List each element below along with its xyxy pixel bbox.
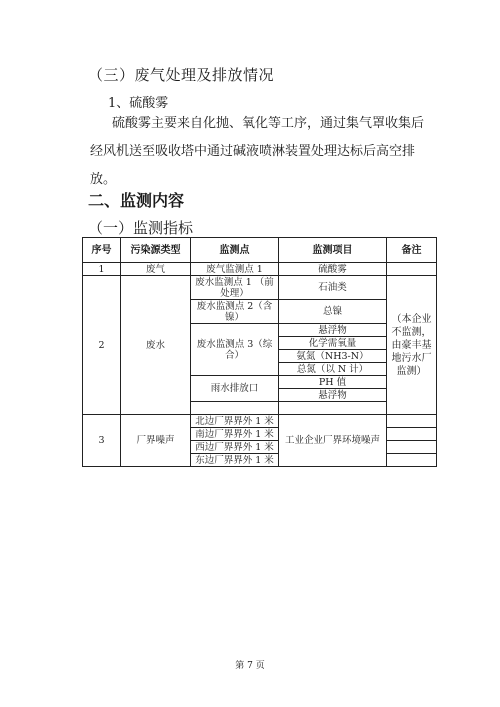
row2-point1: 废水监测点 1 （前处理） [191, 276, 279, 300]
row2-item-tn: 总氮（以 N 计） [279, 363, 387, 376]
row1-remark [387, 263, 437, 276]
row3-type: 厂界噪声 [121, 415, 191, 467]
row3-point-east: 东边厂界界外 1 米 [191, 454, 279, 467]
row2-item-cod: 化学需氧量 [279, 337, 387, 350]
row3-point-north: 北边厂界界外 1 米 [191, 415, 279, 428]
row2-remark: （本企业不监测，由豪丰基地污水厂监测） [387, 276, 437, 415]
row2-type: 废水 [121, 276, 191, 415]
subsection-title: 1、硫酸雾 [108, 96, 169, 111]
table-header-row [83, 238, 437, 263]
monitoring-table [82, 237, 437, 467]
table-row [83, 415, 437, 428]
row3-no: 3 [83, 415, 121, 467]
row2-item-ni: 总镍 [279, 300, 387, 324]
row1-point: 废气监测点 1 [191, 263, 279, 276]
table-row [83, 263, 437, 276]
section-title: （三）废气处理及排放情况 [88, 66, 275, 84]
row2-item-ss: 悬浮物 [279, 324, 387, 337]
row3-point-south: 南边厂界界外 1 米 [191, 428, 279, 441]
row1-type: 废气 [121, 263, 191, 276]
row2-no: 2 [83, 276, 121, 415]
row2-item-oil: 石油类 [279, 276, 387, 300]
row1-item: 硫酸雾 [279, 263, 387, 276]
row2-item-nh: 氨氮（NH3-N） [279, 350, 387, 363]
subchapter-title: （一）监测指标 [88, 219, 194, 237]
header-point: 监测点 [191, 238, 279, 263]
paragraph: 硫酸雾主要来自化抛、氧化等工序，通过集气罩收集后经风机送至吸收塔中通过碱液喷淋装置处理达标后高空排放。 [90, 116, 425, 187]
page-footer: 第 7 页 [235, 661, 265, 671]
header-item: 监测项目 [279, 238, 387, 263]
header-no: 序号 [83, 238, 121, 263]
row2-point3: 废水监测点 3（综合） [191, 324, 279, 376]
row2-item-ss2: 悬浮物 [279, 389, 387, 402]
row2-point2: 废水监测点 2（含镍） [191, 300, 279, 324]
row1-no: 1 [83, 263, 121, 276]
row3-point-west: 西边厂界界外 1 米 [191, 441, 279, 454]
row2-point4: 雨水排放口 [191, 376, 279, 402]
row3-item: 工业企业厂界环境噪声 [279, 415, 387, 467]
chapter-title: 二、监测内容 [88, 191, 185, 210]
header-remark: 备注 [387, 238, 437, 263]
row2-item-ph: PH 值 [279, 376, 387, 389]
header-type: 污染源类型 [121, 238, 191, 263]
table-row [83, 276, 437, 300]
